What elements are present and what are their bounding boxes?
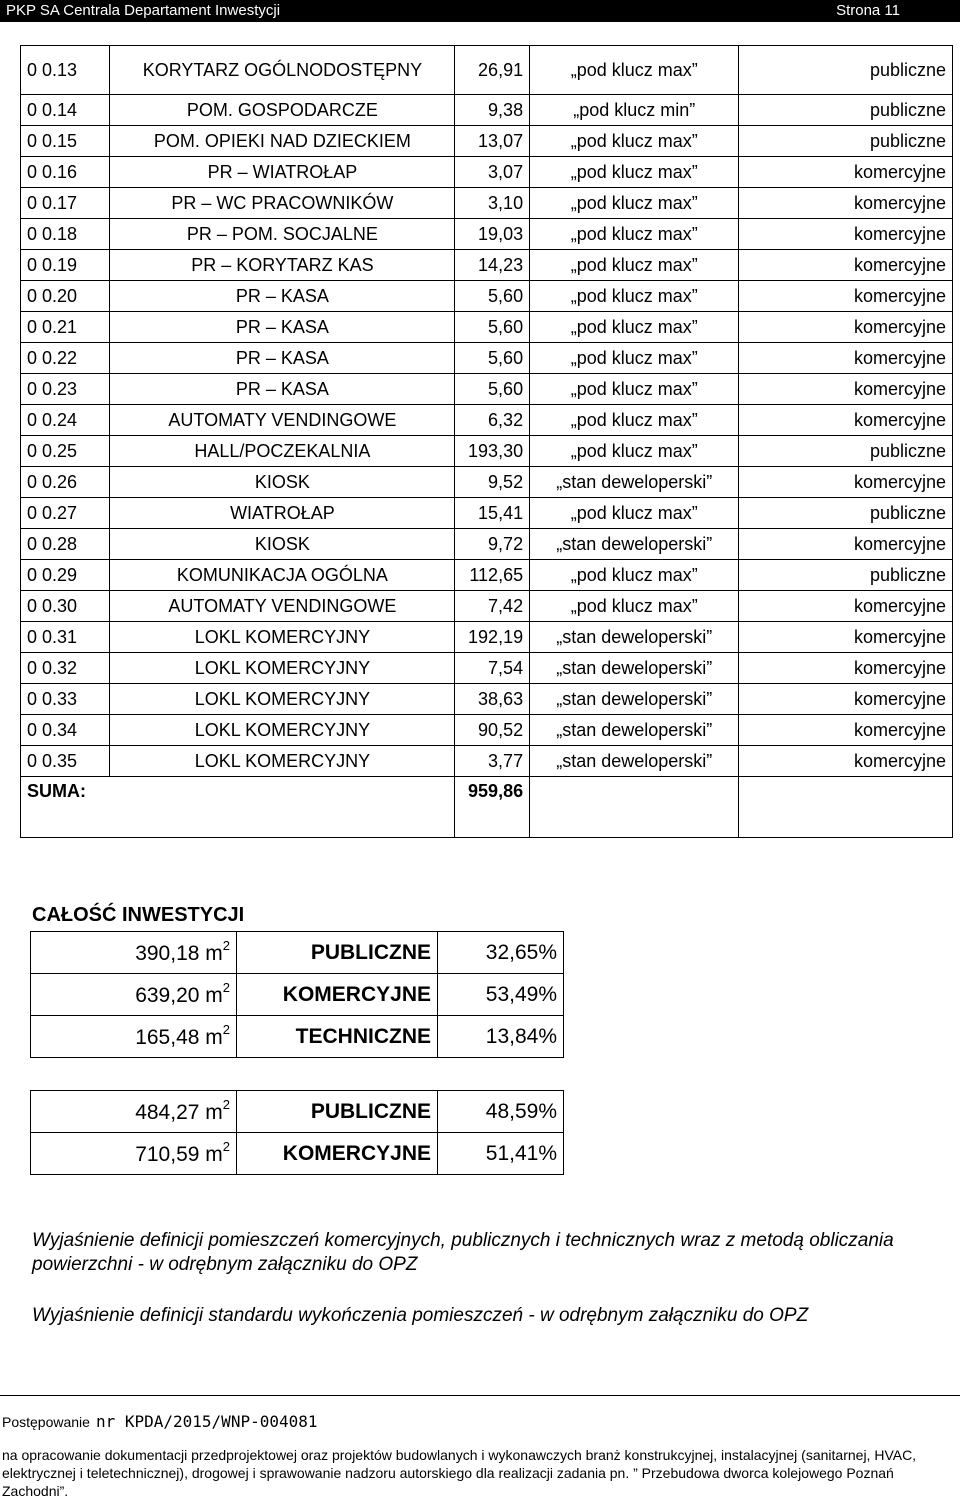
room-id: 0 0.31	[21, 622, 110, 653]
totals-percent: 51,41%	[438, 1133, 564, 1175]
totals-title: CAŁOŚĆ INWESTYCJI	[32, 904, 245, 926]
footer-procedure-label: Postępowanie	[2, 1414, 90, 1430]
room-area: 14,23	[455, 250, 530, 281]
unit-superscript: 2	[222, 979, 230, 995]
totals-row	[31, 974, 564, 1016]
room-type: komercyjne	[739, 467, 953, 498]
room-standard: „pod klucz max”	[530, 436, 739, 467]
room-name: PR – KASA	[110, 374, 455, 405]
page-header	[0, 0, 960, 22]
table-row	[21, 715, 953, 746]
room-area: 5,60	[455, 343, 530, 374]
room-id: 0 0.27	[21, 498, 110, 529]
room-area: 7,42	[455, 591, 530, 622]
table-row	[21, 746, 953, 777]
room-standard: „pod klucz max”	[530, 405, 739, 436]
room-id: 0 0.19	[21, 250, 110, 281]
unit-superscript: 2	[222, 1138, 230, 1154]
totals-row	[31, 1133, 564, 1175]
room-id: 0 0.29	[21, 560, 110, 591]
room-name: LOKL KOMERCYJNY	[110, 684, 455, 715]
note-definitions: Wyjaśnienie definicji pomieszczeń komercyjnych, publicznych i technicznych wraz z metodą obliczania powierzchni - w odrębnym załączniku do OPZ	[32, 1230, 894, 1275]
table-row	[21, 188, 953, 219]
room-type: komercyjne	[739, 529, 953, 560]
unit-superscript: 2	[222, 937, 230, 953]
table-row	[21, 405, 953, 436]
table-row	[21, 653, 953, 684]
room-type: komercyjne	[739, 343, 953, 374]
room-area: 3,10	[455, 188, 530, 219]
room-id: 0 0.20	[21, 281, 110, 312]
room-name: WIATROŁAP	[110, 498, 455, 529]
table-row	[21, 126, 953, 157]
room-id: 0 0.15	[21, 126, 110, 157]
room-name: PR – POM. SOCJALNE	[110, 219, 455, 250]
totals-percent: 53,49%	[438, 974, 564, 1016]
room-standard: „stan deweloperski”	[530, 622, 739, 653]
room-standard: „pod klucz max”	[530, 374, 739, 405]
room-type: komercyjne	[739, 374, 953, 405]
room-type: publiczne	[739, 498, 953, 529]
table-row	[21, 498, 953, 529]
table-row	[21, 560, 953, 591]
table-row	[21, 312, 953, 343]
room-type: komercyjne	[739, 653, 953, 684]
room-id: 0 0.28	[21, 529, 110, 560]
room-standard: „pod klucz max”	[530, 250, 739, 281]
unit-superscript: 2	[222, 1096, 230, 1112]
sum-row	[21, 777, 953, 838]
totals-category: PUBLICZNE	[237, 932, 438, 974]
room-id: 0 0.23	[21, 374, 110, 405]
room-id: 0 0.18	[21, 219, 110, 250]
table-row	[21, 250, 953, 281]
room-name: PR – KASA	[110, 281, 455, 312]
room-area: 19,03	[455, 219, 530, 250]
table-row	[21, 374, 953, 405]
room-standard: „pod klucz max”	[530, 312, 739, 343]
room-name: KORYTARZ OGÓLNODOSTĘPNY	[110, 46, 455, 95]
room-standard: „pod klucz max”	[530, 498, 739, 529]
room-name: PR – WC PRACOWNIKÓW	[110, 188, 455, 219]
room-type: publiczne	[739, 560, 953, 591]
room-name: PR – KASA	[110, 312, 455, 343]
room-area: 38,63	[455, 684, 530, 715]
footer-procedure-number: nr KPDA/2015/WNP-004081	[95, 1412, 318, 1431]
room-name: KIOSK	[110, 529, 455, 560]
room-standard: „stan deweloperski”	[530, 715, 739, 746]
room-name: LOKL KOMERCYJNY	[110, 653, 455, 684]
totals-area: 484,27 $m^2$	[31, 1091, 237, 1133]
room-id: 0 0.30	[21, 591, 110, 622]
room-id: 0 0.14	[21, 95, 110, 126]
room-standard: „stan deweloperski”	[530, 467, 739, 498]
room-area: 193,30	[455, 436, 530, 467]
room-standard: „pod klucz max”	[530, 157, 739, 188]
room-type: komercyjne	[739, 405, 953, 436]
room-id: 0 0.16	[21, 157, 110, 188]
room-type: publiczne	[739, 95, 953, 126]
room-id: 0 0.34	[21, 715, 110, 746]
room-type: komercyjne	[739, 684, 953, 715]
totals-table-1	[30, 931, 564, 1058]
room-area: 5,60	[455, 281, 530, 312]
totals-area: 165,48 $m^2$	[31, 1016, 237, 1058]
totals-percent: 32,65%	[438, 932, 564, 974]
room-type: publiczne	[739, 436, 953, 467]
totals-area: 710,59 $m^2$	[31, 1133, 237, 1175]
room-type: komercyjne	[739, 219, 953, 250]
room-standard: „pod klucz max”	[530, 188, 739, 219]
header-page-number: Strona 11	[836, 2, 900, 19]
room-id: 0 0.17	[21, 188, 110, 219]
room-type: komercyjne	[739, 157, 953, 188]
room-area: 3,77	[455, 746, 530, 777]
room-area: 112,65	[455, 560, 530, 591]
footer-divider	[0, 1395, 960, 1396]
totals-category: PUBLICZNE	[237, 1091, 438, 1133]
room-id: 0 0.21	[21, 312, 110, 343]
room-id: 0 0.24	[21, 405, 110, 436]
room-type: komercyjne	[739, 746, 953, 777]
room-type: komercyjne	[739, 312, 953, 343]
table-row	[21, 219, 953, 250]
totals-row	[31, 1091, 564, 1133]
room-standard: „stan deweloperski”	[530, 653, 739, 684]
room-id: 0 0.25	[21, 436, 110, 467]
room-type: publiczne	[739, 46, 953, 95]
totals-area: 390,18 $m^2$	[31, 932, 237, 974]
totals-percent: 48,59%	[438, 1091, 564, 1133]
room-standard: „stan deweloperski”	[530, 746, 739, 777]
header-org: PKP SA Centrala Departament Inwestycji	[6, 2, 281, 19]
table-row	[21, 529, 953, 560]
room-area: 5,60	[455, 374, 530, 405]
table-row	[21, 591, 953, 622]
room-standard: „pod klucz max”	[530, 281, 739, 312]
room-area: 7,54	[455, 653, 530, 684]
sum-value: 959,86	[455, 777, 530, 838]
room-name: PR – KASA	[110, 343, 455, 374]
room-name: LOKL KOMERCYJNY	[110, 746, 455, 777]
table-row	[21, 157, 953, 188]
note-standard: Wyjaśnienie definicji standardu wykończenia pomieszczeń - w odrębnym załączniku do OPZ	[32, 1305, 809, 1326]
room-area: 9,52	[455, 467, 530, 498]
sum-empty	[530, 777, 739, 838]
table-row	[21, 436, 953, 467]
totals-category: KOMERCYJNE	[237, 974, 438, 1016]
room-id: 0 0.22	[21, 343, 110, 374]
room-name: LOKL KOMERCYJNY	[110, 622, 455, 653]
room-name: POM. GOSPODARCZE	[110, 95, 455, 126]
room-area: 192,19	[455, 622, 530, 653]
room-id: 0 0.13	[21, 46, 110, 95]
room-standard: „pod klucz max”	[530, 560, 739, 591]
room-area: 9,72	[455, 529, 530, 560]
room-type: komercyjne	[739, 715, 953, 746]
table-row	[21, 46, 953, 95]
room-area: 26,91	[455, 46, 530, 95]
sum-label: SUMA:	[21, 777, 455, 838]
room-standard: „pod klucz max”	[530, 46, 739, 95]
totals-table-2	[30, 1090, 564, 1175]
table-row	[21, 95, 953, 126]
room-name: AUTOMATY VENDINGOWE	[110, 405, 455, 436]
room-name: LOKL KOMERCYJNY	[110, 715, 455, 746]
totals-category: KOMERCYJNE	[237, 1133, 438, 1175]
room-name: AUTOMATY VENDINGOWE	[110, 591, 455, 622]
table-row	[21, 684, 953, 715]
room-type: komercyjne	[739, 591, 953, 622]
room-standard: „stan deweloperski”	[530, 684, 739, 715]
totals-area: 639,20 $m^2$	[31, 974, 237, 1016]
room-id: 0 0.33	[21, 684, 110, 715]
footer-description: na opracowanie dokumentacji przedprojektowej oraz projektów budowlanych i wykonawczych branż konstrukcyjnej, instalacyjnej (sanitarnej, HVAC, elektrycznej i teletechnicznej), drogowej i sprawowanie nadzoru autorskiego dla realizacji zadania pn. ” Przebudowa dworca kolejowego Poznań Zachodni”.	[2, 1447, 917, 1499]
room-id: 0 0.35	[21, 746, 110, 777]
room-id: 0 0.32	[21, 653, 110, 684]
room-type: komercyjne	[739, 250, 953, 281]
room-area: 90,52	[455, 715, 530, 746]
table-row	[21, 467, 953, 498]
room-standard: „pod klucz max”	[530, 343, 739, 374]
room-area: 6,32	[455, 405, 530, 436]
room-name: KIOSK	[110, 467, 455, 498]
rooms-table	[20, 45, 953, 838]
sum-empty	[739, 777, 953, 838]
totals-row	[31, 932, 564, 974]
room-type: publiczne	[739, 126, 953, 157]
unit-superscript: 2	[222, 1021, 230, 1037]
room-type: komercyjne	[739, 188, 953, 219]
table-row	[21, 622, 953, 653]
footer-procedure	[2, 1412, 318, 1431]
room-area: 3,07	[455, 157, 530, 188]
room-name: KOMUNIKACJA OGÓLNA	[110, 560, 455, 591]
room-name: PR – WIATROŁAP	[110, 157, 455, 188]
room-area: 5,60	[455, 312, 530, 343]
room-name: HALL/POCZEKALNIA	[110, 436, 455, 467]
totals-row	[31, 1016, 564, 1058]
room-type: komercyjne	[739, 281, 953, 312]
room-name: PR – KORYTARZ KAS	[110, 250, 455, 281]
room-id: 0 0.26	[21, 467, 110, 498]
totals-category: TECHNICZNE	[237, 1016, 438, 1058]
table-row	[21, 281, 953, 312]
room-area: 9,38	[455, 95, 530, 126]
room-area: 15,41	[455, 498, 530, 529]
room-standard: „pod klucz min”	[530, 95, 739, 126]
totals-percent: 13,84%	[438, 1016, 564, 1058]
room-standard: „pod klucz max”	[530, 591, 739, 622]
table-row	[21, 343, 953, 374]
room-standard: „stan deweloperski”	[530, 529, 739, 560]
room-name: POM. OPIEKI NAD DZIECKIEM	[110, 126, 455, 157]
room-area: 13,07	[455, 126, 530, 157]
room-type: komercyjne	[739, 622, 953, 653]
room-standard: „pod klucz max”	[530, 126, 739, 157]
room-standard: „pod klucz max”	[530, 219, 739, 250]
